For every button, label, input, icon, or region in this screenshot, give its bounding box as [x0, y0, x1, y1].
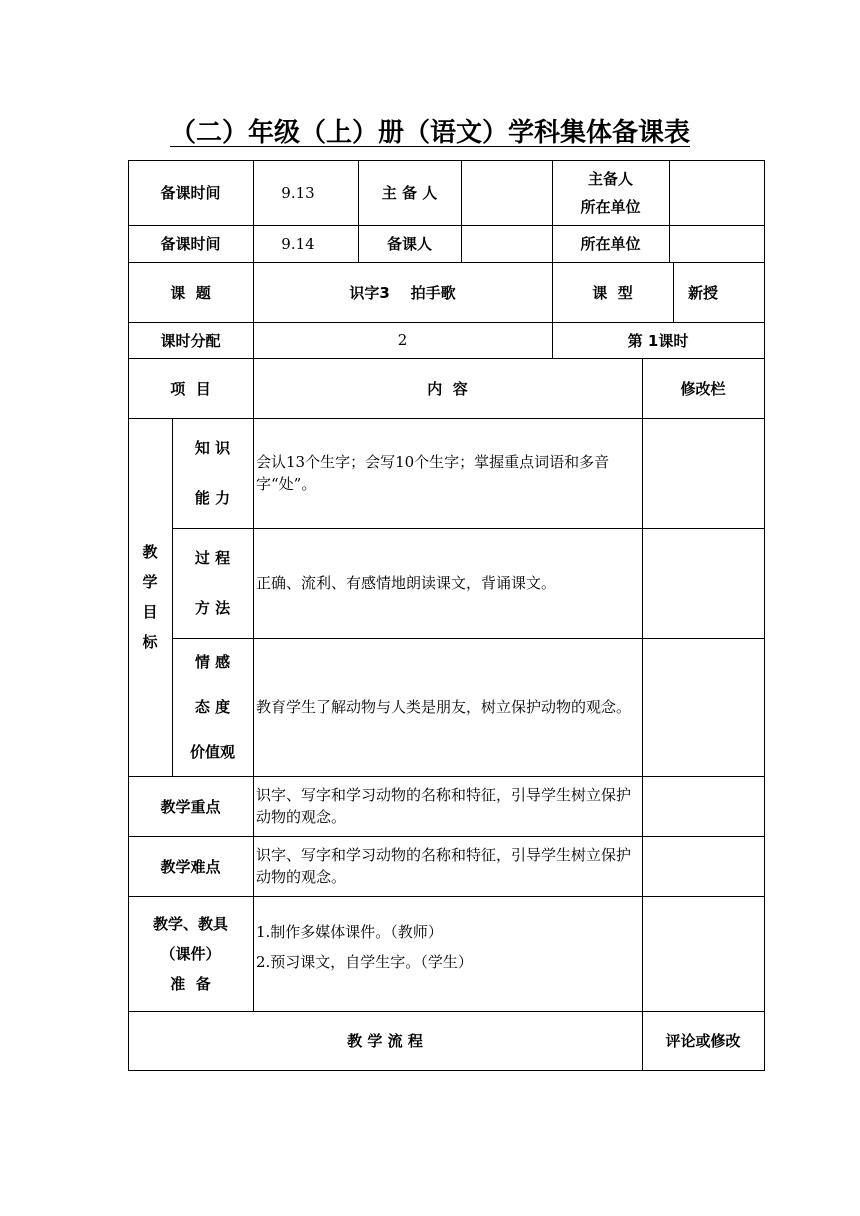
topic-label: 课 题 — [170, 283, 211, 302]
item-header: 项 目 — [170, 379, 211, 398]
prep-time-label-2: 备课时间 — [160, 235, 221, 253]
list-item: 1.制作多媒体课件。（教师） — [256, 922, 443, 941]
preparer-value — [461, 225, 552, 262]
period-allocation-value: 2 — [397, 331, 408, 349]
teaching-goals-label: 教 学 目 标 — [142, 543, 158, 651]
difficulty-text: 识字、写字和学习动物的名称和特征，引导学生树立保护动物的观念。 — [256, 846, 632, 886]
key-point-text: 识字、写字和学习动物的名称和特征，引导学生树立保护动物的观念。 — [256, 786, 632, 826]
prep-time-label-1: 备课时间 — [160, 184, 221, 202]
preparer-label: 备课人 — [386, 235, 432, 253]
prep-time-value-1: 9.13 — [281, 183, 315, 202]
period-allocation-label: 课时分配 — [160, 331, 221, 350]
difficulty-label: 教学难点 — [160, 857, 221, 876]
list-item: 2.预习课文，自学生字。（学生） — [256, 952, 473, 971]
unit-label: 所在单位 — [580, 235, 641, 253]
lead-unit-value — [669, 160, 764, 225]
key-point-label: 教学重点 — [160, 797, 221, 816]
emotion-text: 教育学生了解动物与人类是朋友，树立保护动物的观念。 — [256, 698, 632, 716]
unit-value — [669, 225, 764, 262]
prep-time-value-2: 9.14 — [281, 234, 315, 253]
process-text: 正确、流利、有感情地朗读课文，背诵课文。 — [256, 574, 557, 592]
emotion-label: 情 感 态 度 价值观 — [189, 652, 235, 761]
teaching-flow-label: 教 学 流 程 — [347, 1032, 423, 1050]
topic-value: 识字3 拍手歌 — [349, 283, 456, 302]
content-header: 内 容 — [427, 379, 468, 398]
lead-preparer-label: 主 备 人 — [381, 184, 438, 202]
knowledge-text: 会认13个生字；会写10个生字；掌握重点词语和多音字“处”。 — [256, 453, 610, 493]
knowledge-label: 知 识 能 力 — [194, 439, 231, 507]
lesson-type-label: 课 型 — [592, 283, 633, 302]
page-title: （二）年级（上）册（语文）学科集体备课表 — [169, 118, 690, 148]
period-number: 第 1课时 — [627, 331, 689, 350]
process-label: 过 程 方 法 — [194, 549, 231, 617]
lesson-type-value: 新授 — [688, 283, 719, 302]
comment-revise-label: 评论或修改 — [665, 1032, 741, 1050]
revise-header: 修改栏 — [680, 379, 726, 398]
materials-list — [253, 896, 642, 1011]
lead-preparer-value — [461, 160, 552, 225]
materials-label: 教学、教具 （课件） 准 备 — [152, 914, 228, 993]
lead-unit-label: 主备人 所在单位 — [580, 169, 641, 216]
